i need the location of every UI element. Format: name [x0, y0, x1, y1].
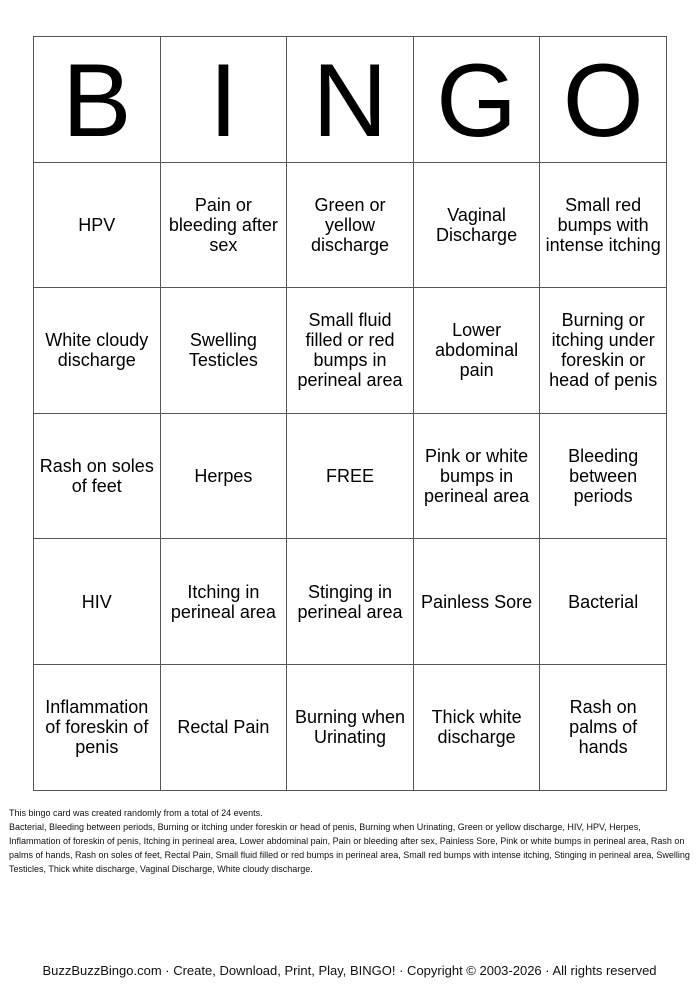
bingo-cell: Painless Sore — [413, 539, 540, 665]
bingo-row-4 — [34, 539, 667, 665]
bingo-row-2 — [34, 288, 667, 414]
page-footer: BuzzBuzzBingo.com · Create, Download, Print, Play, BINGO! · Copyright © 2003-2026 · All rights reserved — [42, 963, 657, 978]
bingo-cell: Rectal Pain — [160, 664, 287, 790]
header-letter-n: N — [287, 37, 414, 163]
bingo-row-3 — [34, 413, 667, 539]
bingo-cell: Bleeding between periods — [540, 413, 667, 539]
bingo-cell: Bacterial — [540, 539, 667, 665]
bingo-cell: Green or yellow discharge — [287, 162, 414, 288]
header-letter-i: I — [160, 37, 287, 163]
bingo-cell: Rash on palms of hands — [540, 664, 667, 790]
bingo-cell: Thick white discharge — [413, 664, 540, 790]
bingo-cell: Itching in perineal area — [160, 539, 287, 665]
bingo-cell: Lower abdominal pain — [413, 288, 540, 414]
bingo-cell: Herpes — [160, 413, 287, 539]
bingo-cell: Small red bumps with intense itching — [540, 162, 667, 288]
bingo-cell: Rash on soles of feet — [34, 413, 161, 539]
bingo-cell: HPV — [34, 162, 161, 288]
bingo-cell: Stinging in perineal area — [287, 539, 414, 665]
bingo-cell: Vaginal Discharge — [413, 162, 540, 288]
bingo-cell: Swelling Testicles — [160, 288, 287, 414]
bingo-cell: White cloudy discharge — [34, 288, 161, 414]
bingo-row-5 — [34, 664, 667, 790]
header-letter-b: B — [34, 37, 161, 163]
bingo-cell: Small fluid filled or red bumps in perineal area — [287, 288, 414, 414]
description-intro: This bingo card was created randomly from a total of 24 events. — [9, 808, 263, 818]
bingo-cell: HIV — [34, 539, 161, 665]
header-letter-g: G — [413, 37, 540, 163]
free-space-cell: FREE — [287, 413, 414, 539]
card-description — [9, 806, 691, 876]
bingo-cell: Burning or itching under foreskin or head of penis — [540, 288, 667, 414]
bingo-row-1 — [34, 162, 667, 288]
description-event-list: Bacterial, Bleeding between periods, Burning or itching under foreskin or head of penis, Burning when Urinating, Green or yellow discharge, HIV, HPV, Herpes, Inflammation of foreskin of penis, Itching in perineal area, Lower abdominal pain, Pain or bleeding after sex, Painless Sore, Pink or white bumps in perineal area, Rash on palms of hands, Rash on soles of feet, Rectal Pain, Small fluid filled or red bumps in perineal area, Small red bumps with intense itching, Stinging in perineal area, Swelling Testicles, Thick white discharge, Vaginal Discharge, White cloudy discharge. — [9, 822, 690, 874]
bingo-cell: Pain or bleeding after sex — [160, 162, 287, 288]
bingo-cell: Pink or white bumps in perineal area — [413, 413, 540, 539]
bingo-header-row — [34, 37, 667, 163]
bingo-card — [33, 36, 667, 791]
bingo-cell: Inflammation of foreskin of penis — [34, 664, 161, 790]
header-letter-o: O — [540, 37, 667, 163]
bingo-cell: Burning when Urinating — [287, 664, 414, 790]
